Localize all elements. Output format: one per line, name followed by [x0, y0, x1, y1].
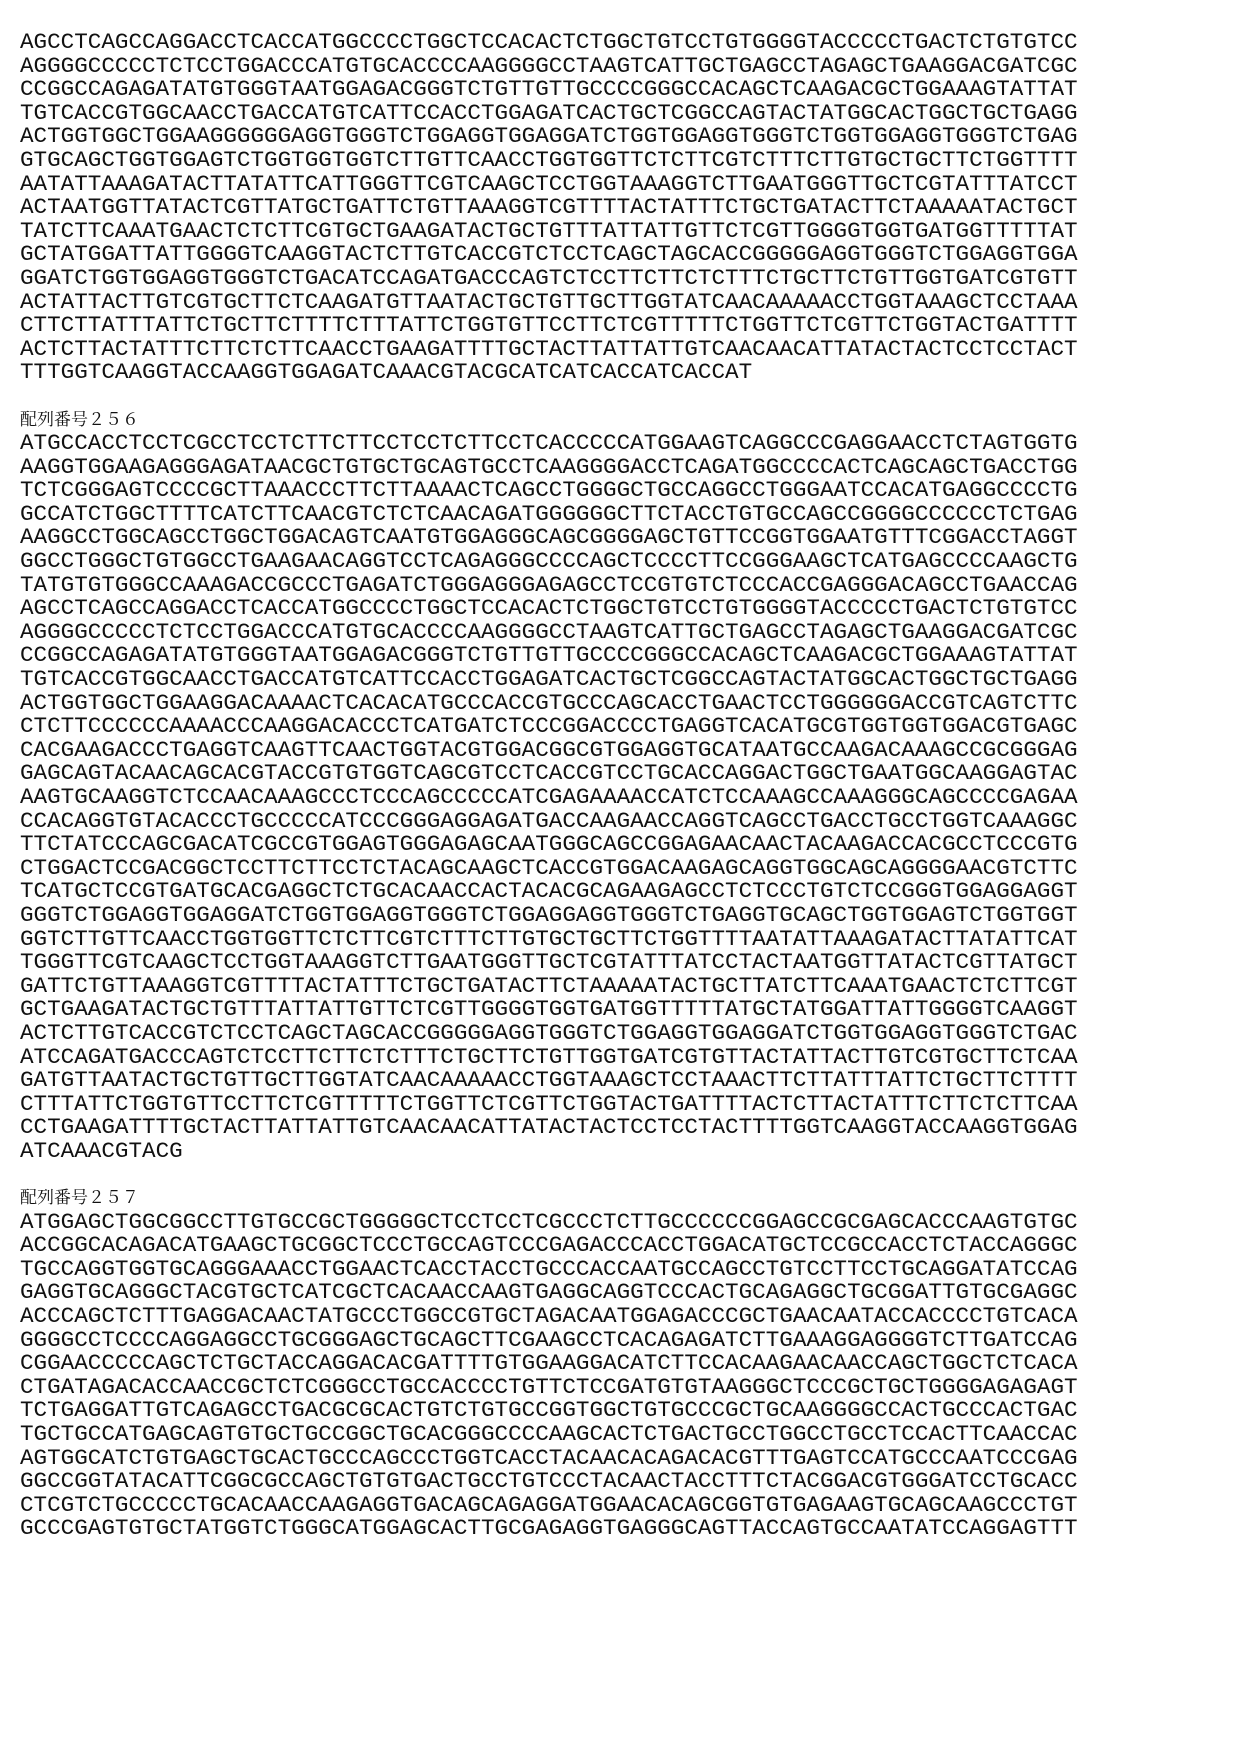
- sequence-line: CTGGACTCCGACGGCTCCTTCTTCCTCTACAGCAAGCTCACCGTGGACAAGAGCAGGTGGCAGCAGGGGAACGTCTTC: [20, 857, 1078, 881]
- sequence-line: TTTGGTCAAGGTACCAAGGTGGAGATCAAACGTACGCATCATCACCATCACCAT: [20, 361, 1078, 385]
- sequence-line: GGCCTGGGCTGTGGCCTGAAGAACAGGTCCTCAGAGGGCCCCAGCTCCCCTTCCGGGAAGCTCATGAGCCCCAAGCTG: [20, 550, 1078, 574]
- sequence-line: GGGGCCTCCCCAGGAGGCCTGCGGGAGCTGCAGCTTCGAAGCCTCACAGAGATCTTGAAAGGAGGGGTCTTGATCCAG: [20, 1329, 1078, 1353]
- sequence-line: ACCCAGCTCTTTGAGGACAACTATGCCCTGGCCGTGCTAGACAATGGAGACCCGCTGAACAATACCACCCCTGTCACA: [20, 1305, 1078, 1329]
- sequence-id-heading: 配列番号２５６: [20, 409, 1078, 433]
- block-spacer: [20, 1164, 1078, 1188]
- sequence-line: CACGAAGACCCTGAGGTCAAGTTCAACTGGTACGTGGACGGCGTGGAGGTGCATAATGCCAAGACAAAGCCGCGGGAG: [20, 739, 1078, 763]
- sequence-line: ATGGAGCTGGCGGCCTTGTGCCGCTGGGGGCTCCTCCTCGCCCTCTTGCCCCCCGGAGCCGCGAGCACCCAAGTGTGC: [20, 1211, 1078, 1235]
- sequence-line: GAGGTGCAGGGCTACGTGCTCATCGCTCACAACCAAGTGAGGCAGGTCCCACTGCAGAGGCTGCGGATTGTGCGAGGC: [20, 1281, 1078, 1305]
- sequence-line: TGTCACCGTGGCAACCTGACCATGTCATTCCACCTGGAGATCACTGCTCGGCCAGTACTATGGCACTGGCTGCTGAGG: [20, 102, 1078, 126]
- sequence-line: GCTATGGATTATTGGGGTCAAGGTACTCTTGTCACCGTCTCCTCAGCTAGCACCGGGGGAGGTGGGTCTGGAGGTGGA: [20, 243, 1078, 267]
- block-spacer: [20, 385, 1078, 409]
- sequence-line: TGCCAGGTGGTGCAGGGAAACCTGGAACTCACCTACCTGCCCACCAATGCCAGCCTGTCCTTCCTGCAGGATATCCAG: [20, 1258, 1078, 1282]
- sequence-line: TTCTATCCCAGCGACATCGCCGTGGAGTGGGAGAGCAATGGGCAGCCGGAGAACAACTACAAGACCACGCCTCCCGTG: [20, 833, 1078, 857]
- sequence-line: TATGTGTGGGCCAAAGACCGCCCTGAGATCTGGGAGGGAGAGCCTCCGTGTCTCCCACCGAGGGACAGCCTGAACCAG: [20, 574, 1078, 598]
- sequence-line: TCATGCTCCGTGATGCACGAGGCTCTGCACAACCACTACACGCAGAAGAGCCTCTCCCTGTCTCCGGGTGGAGGAGGT: [20, 880, 1078, 904]
- sequence-line: TGCTGCCATGAGCAGTGTGCTGCCGGCTGCACGGGCCCCAAGCACTCTGACTGCCTGGCCTGCCTCCACTTCAACCAC: [20, 1423, 1078, 1447]
- sequence-line: ATCAAACGTACG: [20, 1140, 1078, 1164]
- sequence-line: ATCCAGATGACCCAGTCTCCTTCTTCTCTTTCTGCTTCTGTTGGTGATCGTGTTACTATTACTTGTCGTGCTTCTCAA: [20, 1046, 1078, 1070]
- sequence-line: AAGGTGGAAGAGGGAGATAACGCTGTGCTGCAGTGCCTCAAGGGGACCTCAGATGGCCCCACTCAGCAGCTGACCTGG: [20, 456, 1078, 480]
- sequence-line: CCACAGGTGTACACCCTGCCCCCATCCCGGGAGGAGATGACCAAGAACCAGGTCAGCCTGACCTGCCTGGTCAAAGGC: [20, 810, 1078, 834]
- sequence-block: [20, 1164, 1078, 1542]
- sequence-line: TATCTTCAAATGAACTCTCTTCGTGCTGAAGATACTGCTGTTTATTATTGTTCTCGTTGGGGTGGTGATGGTTTTTAT: [20, 220, 1078, 244]
- sequence-line: CTTTATTCTGGTGTTCCTTCTCGTTTTTCTGGTTCTCGTTCTGGTACTGATTTTACTCTTACTATTTCTTCTCTTCAA: [20, 1093, 1078, 1117]
- sequence-line: GGATCTGGTGGAGGTGGGTCTGACATCCAGATGACCCAGTCTCCTTCTTCTCTTTCTGCTTCTGTTGGTGATCGTGTT: [20, 267, 1078, 291]
- sequence-line: GCCATCTGGCTTTTCATCTTCAACGTCTCTCAACAGATGGGGGGCTTCTACCTGTGCCAGCCGGGGCCCCCCTCTGAG: [20, 503, 1078, 527]
- sequence-line: AGCCTCAGCCAGGACCTCACCATGGCCCCTGGCTCCACACTCTGGCTGTCCTGTGGGGTACCCCCTGACTCTGTGTCC: [20, 31, 1078, 55]
- sequence-line: AGGGGCCCCCTCTCCTGGACCCATGTGCACCCCAAGGGGCCTAAGTCATTGCTGAGCCTAGAGCTGAAGGACGATCGC: [20, 621, 1078, 645]
- sequence-line: CCGGCCAGAGATATGTGGGTAATGGAGACGGGTCTGTTGTTGCCCCGGGCCACAGCTCAAGACGCTGGAAAGTATTAT: [20, 644, 1078, 668]
- sequence-line: ATGCCACCTCCTCGCCTCCTCTTCTTCCTCCTCTTCCTCACCCCCATGGAAGTCAGGCCCGAGGAACCTCTAGTGGTG: [20, 432, 1078, 456]
- sequence-line: ACTAATGGTTATACTCGTTATGCTGATTCTGTTAAAGGTCGTTTTACTATTTCTGCTGATACTTCTAAAAATACTGCT: [20, 196, 1078, 220]
- sequence-line: GATGTTAATACTGCTGTTGCTTGGTATCAACAAAAACCTGGTAAAGCTCCTAAACTTCTTATTTATTCTGCTTCTTTT: [20, 1069, 1078, 1093]
- sequence-line: CCGGCCAGAGATATGTGGGTAATGGAGACGGGTCTGTTGTTGCCCCGGGCCACAGCTCAAGACGCTGGAAAGTATTAT: [20, 78, 1078, 102]
- sequence-line: AGTGGCATCTGTGAGCTGCACTGCCCAGCCCTGGTCACCTACAACACAGACACGTTTGAGTCCATGCCCAATCCCGAG: [20, 1447, 1078, 1471]
- sequence-id-heading: 配列番号２５７: [20, 1187, 1078, 1211]
- sequence-line: GCCCGAGTGTGCTATGGTCTGGGCATGGAGCACTTGCGAGAGGTGAGGGCAGTTACCAGTGCCAATATCCAGGAGTTT: [20, 1517, 1078, 1541]
- sequence-line: ACTCTTGTCACCGTCTCCTCAGCTAGCACCGGGGGAGGTGGGTCTGGAGGTGGAGGATCTGGTGGAGGTGGGTCTGAC: [20, 1022, 1078, 1046]
- sequence-line: GTGCAGCTGGTGGAGTCTGGTGGTGGTCTTGTTCAACCTGGTGGTTCTCTTCGTCTTTCTTGTGCTGCTTCTGGTTTT: [20, 149, 1078, 173]
- sequence-line: CTGATAGACACCAACCGCTCTCGGGCCTGCCACCCCTGTTCTCCGATGTGTAAGGGCTCCCGCTGCTGGGGAGAGAGT: [20, 1376, 1078, 1400]
- sequence-line: CCTGAAGATTTTGCTACTTATTATTGTCAACAACATTATACTACTCCTCCTACTTTTGGTCAAGGTACCAAGGTGGAG: [20, 1116, 1078, 1140]
- sequence-line: ACCGGCACAGACATGAAGCTGCGGCTCCCTGCCAGTCCCGAGACCCACCTGGACATGCTCCGCCACCTCTACCAGGGC: [20, 1234, 1078, 1258]
- sequence-document: [20, 31, 1078, 1541]
- sequence-line: ACTGGTGGCTGGAAGGACAAAACTCACACATGCCCACCGTGCCCAGCACCTGAACTCCTGGGGGGACCGTCAGTCTTC: [20, 692, 1078, 716]
- sequence-line: GAGCAGTACAACAGCACGTACCGTGTGGTCAGCGTCCTCACCGTCCTGCACCAGGACTGGCTGAATGGCAAGGAGTAC: [20, 762, 1078, 786]
- sequence-line: ACTATTACTTGTCGTGCTTCTCAAGATGTTAATACTGCTGTTGCTTGGTATCAACAAAAACCTGGTAAAGCTCCTAAA: [20, 291, 1078, 315]
- sequence-line: CTCGTCTGCCCCCTGCACAACCAAGAGGTGACAGCAGAGGATGGAACACAGCGGTGTGAGAAGTGCAGCAAGCCCTGT: [20, 1494, 1078, 1518]
- sequence-line: CTTCTTATTTATTCTGCTTCTTTTCTTTATTCTGGTGTTCCTTCTCGTTTTTCTGGTTCTCGTTCTGGTACTGATTTT: [20, 314, 1078, 338]
- sequence-line: GGGTCTGGAGGTGGAGGATCTGGTGGAGGTGGGTCTGGAGGAGGTGGGTCTGAGGTGCAGCTGGTGGAGTCTGGTGGT: [20, 904, 1078, 928]
- sequence-line: AAGTGCAAGGTCTCCAACAAAGCCCTCCCAGCCCCCATCGAGAAAACCATCTCCAAAGCCAAAGGGCAGCCCCGAGAA: [20, 786, 1078, 810]
- sequence-line: TCTGAGGATTGTCAGAGCCTGACGCGCACTGTCTGTGCCGGTGGCTGTGCCCGCTGCAAGGGGCCACTGCCCACTGAC: [20, 1399, 1078, 1423]
- sequence-line: CTCTTCCCCCCAAAACCCAAGGACACCCTCATGATCTCCCGGACCCCTGAGGTCACATGCGTGGTGGTGGACGTGAGC: [20, 715, 1078, 739]
- sequence-block: [20, 385, 1078, 1164]
- sequence-line: CGGAACCCCCAGCTCTGCTACCAGGACACGATTTTGTGGAAGGACATCTTCCACAAGAACAACCAGCTGGCTCTCACA: [20, 1352, 1078, 1376]
- sequence-line: TGTCACCGTGGCAACCTGACCATGTCATTCCACCTGGAGATCACTGCTCGGCCAGTACTATGGCACTGGCTGCTGAGG: [20, 668, 1078, 692]
- sequence-line: AATATTAAAGATACTTATATTCATTGGGTTCGTCAAGCTCCTGGTAAAGGTCTTGAATGGGTTGCTCGTATTTATCCT: [20, 173, 1078, 197]
- sequence-line: TGGGTTCGTCAAGCTCCTGGTAAAGGTCTTGAATGGGTTGCTCGTATTTATCCTACTAATGGTTATACTCGTTATGCT: [20, 951, 1078, 975]
- sequence-line: TCTCGGGAGTCCCCGCTTAAACCCTTCTTAAAACTCAGCCTGGGGCTGCCAGGCCTGGGAATCCACATGAGGCCCCTG: [20, 479, 1078, 503]
- sequence-line: ACTCTTACTATTTCTTCTCTTCAACCTGAAGATTTTGCTACTTATTATTGTCAACAACATTATACTACTCCTCCTACT: [20, 338, 1078, 362]
- sequence-line: GATTCTGTTAAAGGTCGTTTTACTATTTCTGCTGATACTTCTAAAAATACTGCTTATCTTCAAATGAACTCTCTTCGT: [20, 975, 1078, 999]
- sequence-line: GCTGAAGATACTGCTGTTTATTATTGTTCTCGTTGGGGTGGTGATGGTTTTTATGCTATGGATTATTGGGGTCAAGGT: [20, 998, 1078, 1022]
- sequence-line: GGCCGGTATACATTCGGCGCCAGCTGTGTGACTGCCTGTCCCTACAACTACCTTTCTACGGACGTGGGATCCTGCACC: [20, 1470, 1078, 1494]
- sequence-line: ACTGGTGGCTGGAAGGGGGGAGGTGGGTCTGGAGGTGGAGGATCTGGTGGAGGTGGGTCTGGTGGAGGTGGGTCTGAG: [20, 125, 1078, 149]
- sequence-line: GGTCTTGTTCAACCTGGTGGTTCTCTTCGTCTTTCTTGTGCTGCTTCTGGTTTTAATATTAAAGATACTTATATTCAT: [20, 928, 1078, 952]
- sequence-block: [20, 31, 1078, 385]
- sequence-line: AGCCTCAGCCAGGACCTCACCATGGCCCCTGGCTCCACACTCTGGCTGTCCTGTGGGGTACCCCCTGACTCTGTGTCC: [20, 597, 1078, 621]
- sequence-line: AGGGGCCCCCTCTCCTGGACCCATGTGCACCCCAAGGGGCCTAAGTCATTGCTGAGCCTAGAGCTGAAGGACGATCGC: [20, 55, 1078, 79]
- sequence-line: AAGGCCTGGCAGCCTGGCTGGACAGTCAATGTGGAGGGCAGCGGGGAGCTGTTCCGGTGGAATGTTTCGGACCTAGGT: [20, 526, 1078, 550]
